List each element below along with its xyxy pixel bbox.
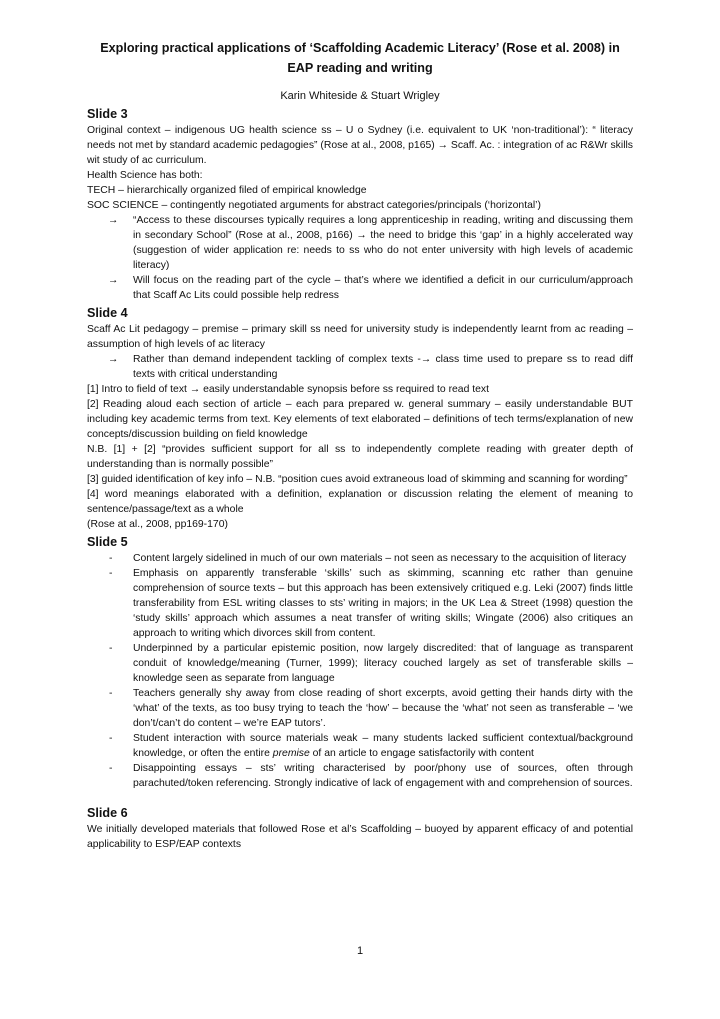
slide-3-paragraph-1 — [87, 123, 633, 168]
document-title: Exploring practical applications of ‘Scaffolding Academic Literacy’ (Rose et al. 2008) in EAP reading and writing — [100, 41, 620, 75]
arrow-icon: → — [437, 140, 449, 151]
slide-3-p1-text-b: Scaff. Ac. : integration of ac R&Wr skills wit study of ac curriculum. — [87, 140, 634, 166]
slide-6-heading: Slide 6 — [87, 806, 128, 820]
dash-bullet: - — [109, 763, 113, 774]
slide-5-item-5 — [87, 731, 633, 761]
slide-4-b1-text-a: Rather than demand independent tackling of complex texts - — [133, 354, 421, 365]
slide-5-item-2-text: Emphasis on apparently transferable ‘skills’ such as skimming, scanning etc rather than genuine comprehension of source texts – but this approach has been extensively critiqued e.g. Leki (2007) finds little transferability from ESL writing classes to sts’ writing in majors; in the UK Lea & Street (1998) question the ‘study skills’ approach which assumes a neat transfer of writing skills; Wingate (2006) also critiques an approach to writing which divorces skill from content. — [133, 568, 633, 639]
slide-5-item-2 — [87, 566, 633, 641]
slide-4-p2-text-b: easily understandable synopsis before ss required to read text — [200, 384, 489, 395]
slide-4-paragraph-2 — [87, 382, 633, 397]
slide-3-paragraph-2: Health Science has both: — [87, 170, 203, 181]
slide-3-bullet-2 — [87, 273, 633, 303]
dash-bullet: - — [109, 688, 113, 699]
slide-4-paragraph-5: [3] guided identification of key info – N.B. “position cues avoid extraneous load of skimming and scanning for wording” — [87, 474, 628, 485]
slide-6-paragraph-1: We initially developed materials that followed Rose et al’s Scaffolding – buoyed by apparent efficacy of and potential applicability to ESP/EAP contexts — [87, 824, 633, 850]
dash-bullet: - — [109, 733, 113, 744]
slide-4-paragraph-1: Scaff Ac Lit pedagogy – premise – primary skill ss need for university study is independently learnt from ac reading – assumption of high levels of ac literacy — [87, 324, 633, 350]
slide-3-p1-text-a: Original context – indigenous UG health science ss – U o Sydney (i.e. equivalent to UK ‘non-traditional’): “ literacy needs not met by standard academic pedagogies” (Rose at al., 2008, p165) — [87, 125, 633, 151]
slide-4-b1-text-b: class time used to prepare ss to read diff texts with critical understanding — [133, 354, 634, 380]
slide-4-heading: Slide 4 — [87, 306, 128, 320]
slide-5-item-6 — [87, 761, 633, 791]
slide-4-paragraph-3: [2] Reading aloud each section of article – each para prepared w. general summary – easily understandable BUT including key academic terms from text. Key elements of text elaborated – definitions of tech terms/explanation of new concepts/discussion building on field knowledge — [87, 399, 633, 440]
slide-5-item-4-text: Teachers generally shy away from close reading of short excerpts, avoid getting their hands dirty with the ‘what’ of the texts, as too busy trying to teach the ‘how’ – because the ‘what’ not seen as transferable – ‘we don’t/can’t do content – we’re EAP tutors’. — [133, 688, 633, 729]
slide-5-item-5-text-b: of an article to engage satisfactorily with content — [309, 748, 534, 759]
dash-bullet: - — [109, 643, 113, 654]
slide-3-heading: Slide 3 — [87, 107, 128, 121]
slide-4-bullet-1 — [87, 352, 633, 382]
slide-5-item-4 — [87, 686, 633, 731]
page-number: 1 — [356, 945, 364, 957]
slide-5-item-1-text: Content largely sidelined in much of our own materials – not seen as necessary to the acquisition of literacy — [133, 553, 627, 564]
slide-5-heading: Slide 5 — [87, 535, 128, 549]
slide-3-paragraph-4: SOC SCIENCE – contingently negotiated arguments for abstract categories/principals (‘horizontal’) — [87, 200, 541, 211]
slide-4-citation: (Rose at al., 2008, pp169-170) — [87, 519, 228, 530]
slide-3-b2-text: Will focus on the reading part of the cycle – that’s where we identified a deficit in our curriculum/approach that Scaff Ac Lits could possible help redress — [133, 275, 633, 301]
document-authors: Karin Whiteside & Stuart Wrigley — [280, 90, 440, 102]
dash-bullet: - — [109, 568, 113, 579]
slide-3-paragraph-3: TECH – hierarchically organized filed of empirical knowledge — [87, 185, 367, 196]
arrow-icon: → — [356, 230, 367, 241]
slide-5-item-6-text: Disappointing essays – sts’ writing characterised by poor/phony use of sources, often through parachuted/token referencing. Strongly indicative of lack of engagement with and comprehension of sources. — [133, 763, 633, 789]
arrow-icon: → — [108, 275, 119, 286]
slide-5-item-5-emphasis: premise — [272, 748, 310, 759]
arrow-icon: → — [189, 384, 201, 395]
slide-3-bullet-1 — [87, 213, 633, 273]
dash-bullet: - — [109, 553, 113, 564]
arrow-icon: → — [108, 354, 119, 365]
slide-3-b1-text-a: “Access to these discourses typically requires a long apprenticeship in reading, writing and discussing them in secondary School” (Rose at al., 2008, p166) — [133, 215, 633, 241]
arrow-icon: → — [108, 215, 119, 226]
slide-5-item-3 — [87, 641, 633, 686]
slide-5-item-1 — [87, 551, 633, 566]
slide-4-paragraph-4: N.B. [1] + [2] “provides sufficient support for all ss to independently complete reading with greater depth of understanding than is normally possible” — [87, 444, 633, 470]
slide-4-paragraph-6: [4] word meanings elaborated with a definition, explanation or discussion relating the element of meaning to sentence/passage/text as a whole — [87, 489, 633, 515]
arrow-icon: → — [420, 354, 432, 365]
slide-5-item-5-text-a: Student interaction with source materials weak – many students lacked sufficient contextual/background knowledge, or often the entire — [133, 733, 633, 759]
slide-3-b1-text-b: the need to bridge this ‘gap’ in a highly accelerated way (suggestion of wider application re: needs to ss who do not enter university with high levels of academic literacy) — [133, 230, 633, 271]
slide-5-item-3-text: Underpinned by a particular epistemic position, now largely discredited: that of language as transparent conduit of knowledge/meaning (Turner, 1999); literacy couched largely as set of transferable skills – knowledge seen as separate from language — [133, 643, 633, 684]
slide-4-p2-text-a: [1] Intro to field of text — [87, 384, 190, 395]
